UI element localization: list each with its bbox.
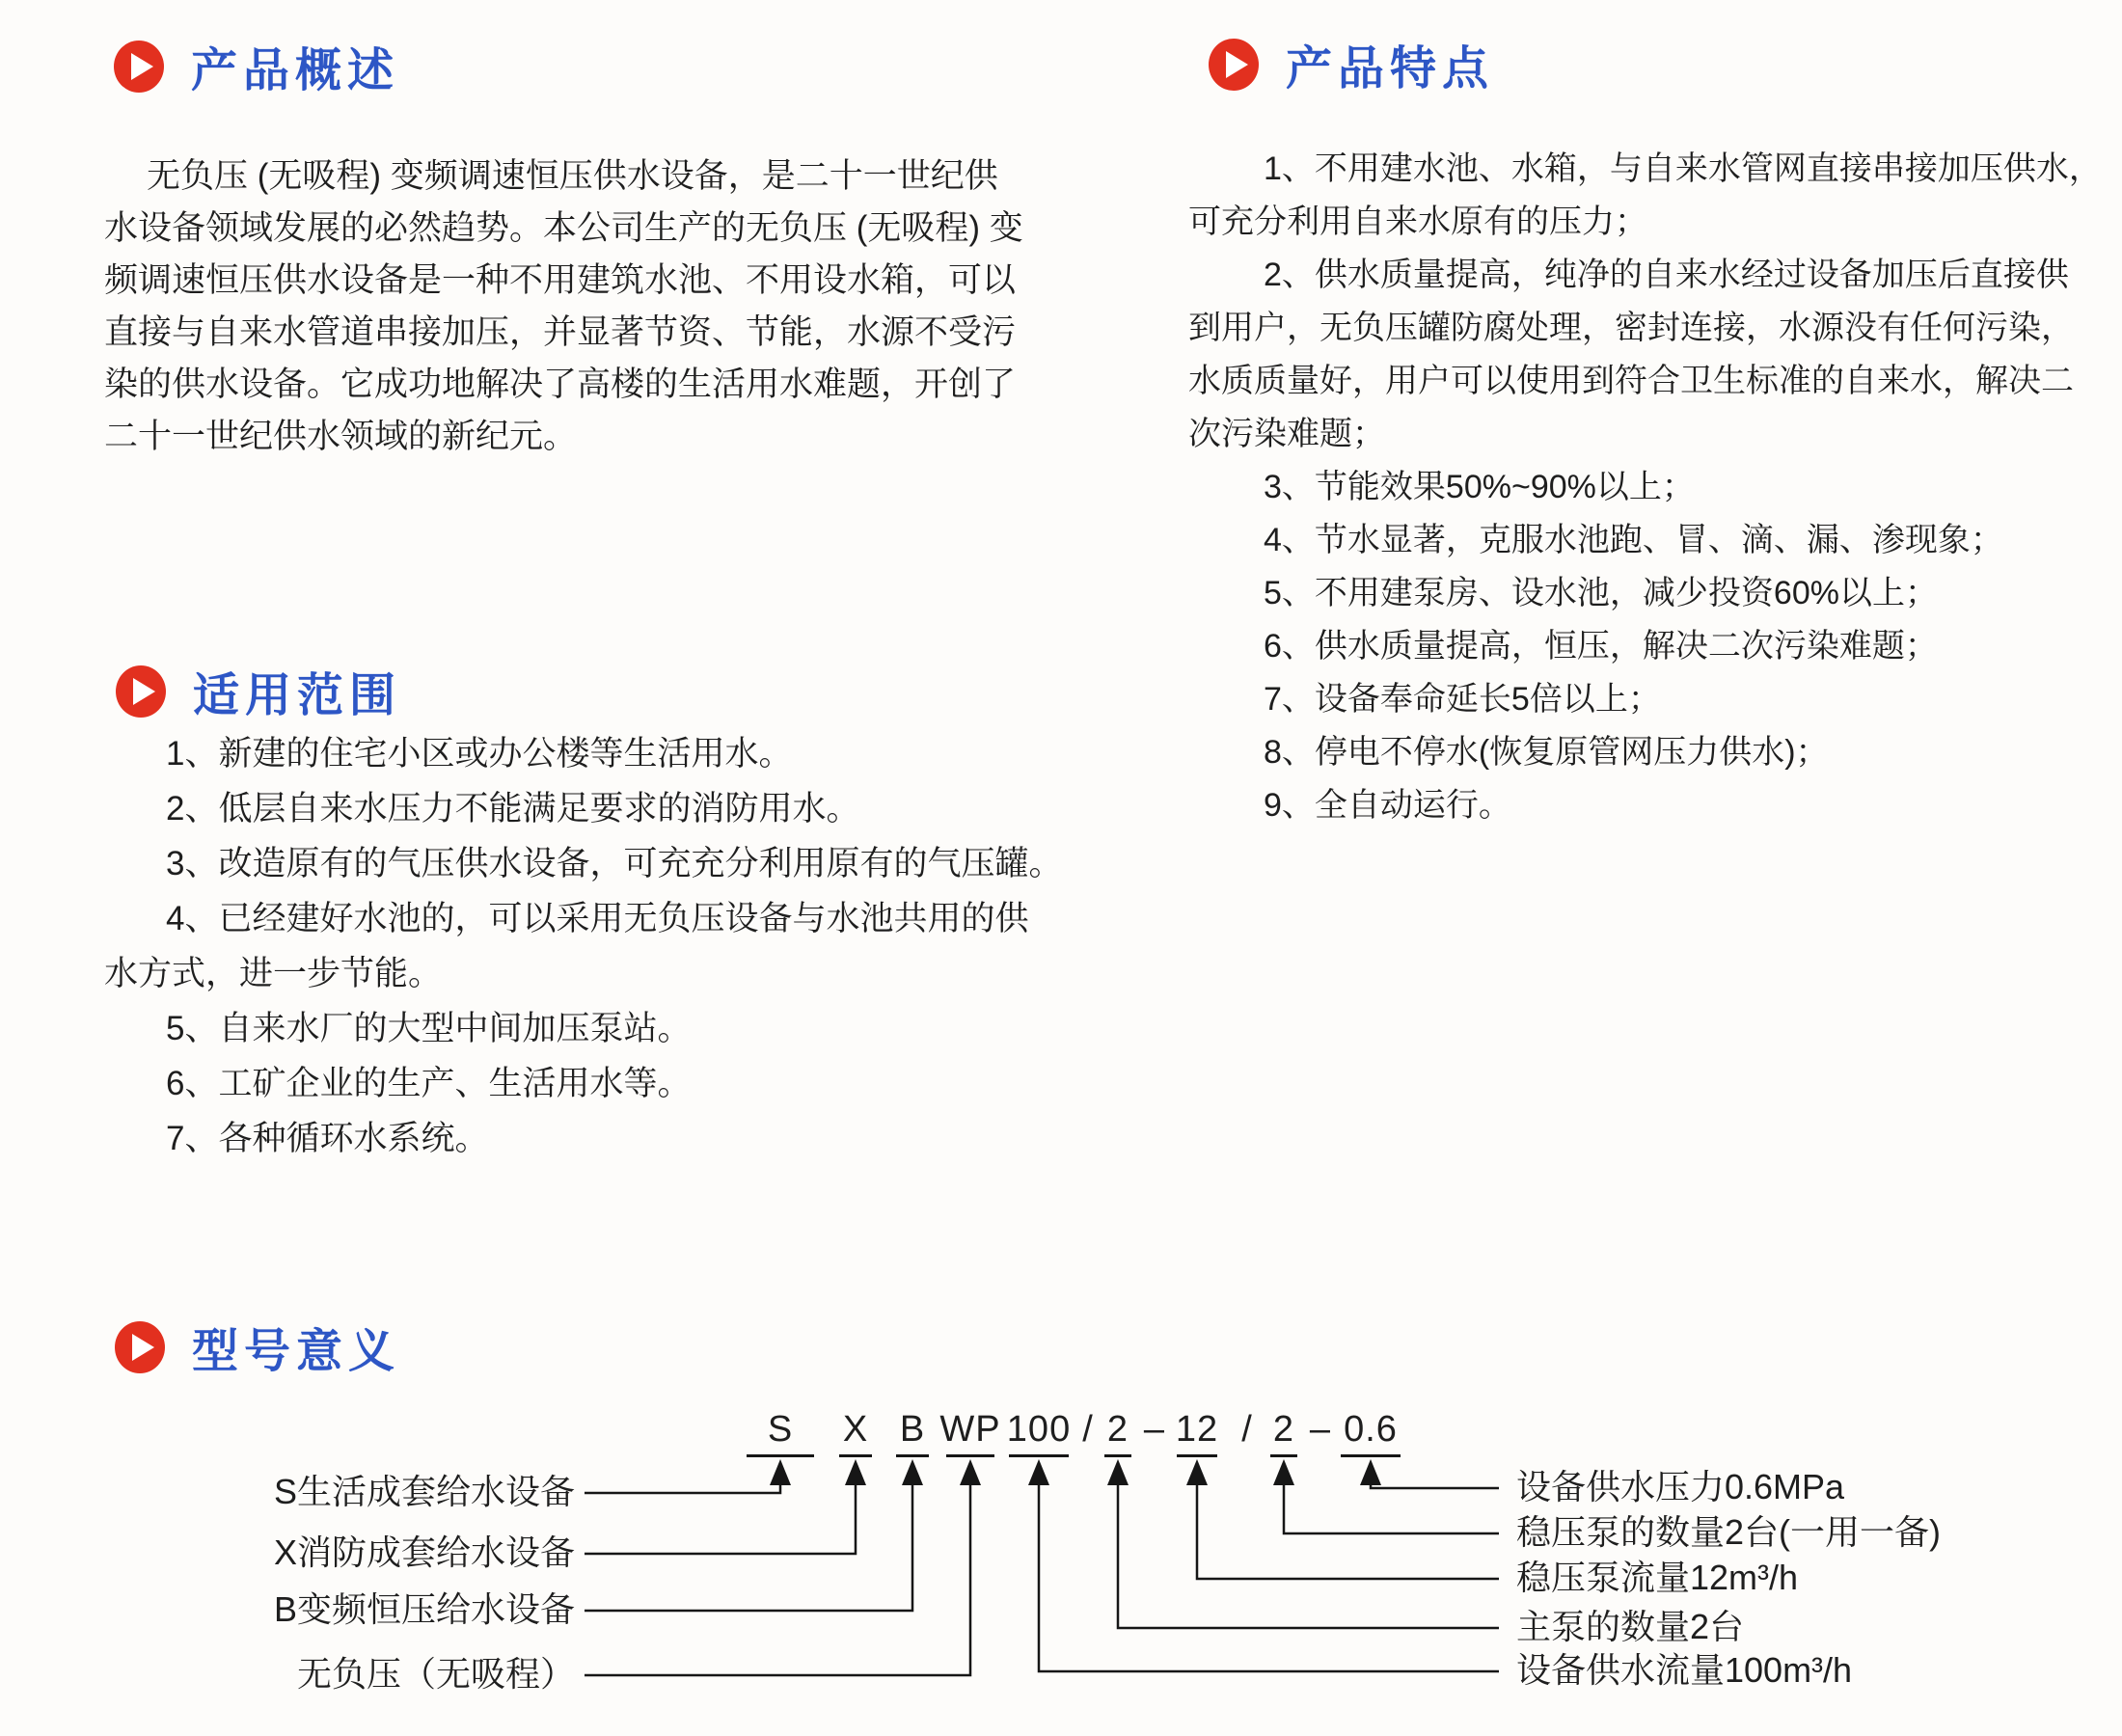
text-line: 1、新建的住宅小区或办公楼等生活用水。 [166,735,793,773]
model-code-token: 100 [1006,1409,1072,1450]
play-icon [115,1321,165,1373]
model-code-token: 2 [1106,1409,1129,1450]
token-underline [1009,1454,1069,1457]
model-label-right: 设备供水压力0.6MPa [1516,1467,1845,1506]
play-icon [1209,39,1259,91]
connector-arrow [1186,1459,1208,1485]
text-line: 9、全自动运行。 [1264,787,1511,824]
connector-line [585,1483,780,1493]
text-line: 6、供水质量提高，恒压，解决二次污染难题； [1264,628,1938,665]
model-label-right: 稳压泵的数量2台(一用一备) [1516,1512,1941,1552]
section-title-features: 产品特点 [1286,43,1495,95]
model-code-token: 12 [1175,1409,1219,1450]
text-line: 3、节能效果50%~90%以上； [1264,469,1695,505]
section-header-model [115,1314,400,1380]
text-line: 5、不用建泵房、设水池，减少投资60%以上； [1264,575,1938,611]
section-title-scope: 适用范围 [193,670,402,721]
connector-line [585,1483,856,1554]
text-line: 次污染难题； [1188,416,1385,452]
text-line: 3、改造原有的气压供水设备，可充充分利用原有的气压罐。 [166,845,1063,882]
connector-arrow [770,1459,791,1485]
connector-arrow [845,1459,866,1485]
model-label-right: 主泵的数量2台 [1516,1607,1745,1646]
model-label-left: X消防成套给水设备 [273,1533,575,1572]
model-code-token: 2 [1272,1409,1295,1450]
triangle-icon [133,678,155,705]
text-line: 到用户，无负压罐防腐处理，密封连接，水源没有任何污染， [1188,310,2074,346]
text-line: 6、工矿企业的生产、生活用水等。 [166,1065,692,1102]
connector-line [1039,1483,1499,1671]
connector-arrow [1273,1459,1294,1485]
connector-line [1371,1483,1499,1488]
model-label-right: 稳压泵流量12m³/h [1516,1558,1799,1597]
connector-line [585,1483,912,1611]
model-code-token: / [1241,1409,1253,1450]
play-icon [114,41,164,93]
text-line: 1、不用建水池、水箱，与自来水管网直接串接加压供水， [1264,150,2102,187]
section-header-overview [114,33,399,99]
play-icon [116,665,166,718]
model-code-token: – [1143,1409,1166,1450]
text-line: 7、设备奉命延长5倍以上； [1264,681,1661,718]
token-underline [839,1454,872,1457]
text-line: 5、自来水厂的大型中间加压泵站。 [166,1010,692,1047]
text-line: 2、低层自来水压力不能满足要求的消防用水。 [166,790,860,827]
connector-arrow [1107,1459,1129,1485]
connector-line [1197,1483,1499,1579]
token-underline [1104,1454,1131,1457]
scope-list [104,726,1062,1166]
model-code-token: – [1309,1409,1332,1450]
text-line: 直接与自来水管道串接加压，并显著节资、节能，水源不受污 [104,313,1017,351]
token-underline [1177,1454,1217,1457]
section-title-model: 型号意义 [192,1326,401,1377]
connector-line [585,1483,970,1675]
token-underline [747,1454,814,1457]
model-code-token: X [842,1409,869,1450]
text-line: 水设备领域发展的必然趋势。本公司生产的无负压 (无吸程) 变 [104,209,1023,247]
token-underline [946,1454,994,1457]
model-label-right: 设备供水流量100m³/h [1516,1650,1853,1690]
token-underline [1341,1454,1401,1457]
section-header-scope [116,658,401,724]
model-label-left: B变频恒压给水设备 [273,1589,575,1629]
model-code-token: WP [939,1409,1001,1450]
triangle-icon [132,1334,154,1361]
text-line: 频调速恒压供水设备是一种不用建筑水池、不用设水箱，可以 [104,261,1017,299]
model-code-token: / [1082,1409,1094,1450]
connector-line [1118,1483,1499,1628]
text-line: 无负压 (无吸程) 变频调速恒压供水设备，是二十一世纪供 [147,157,998,195]
model-code-token: B [899,1409,926,1450]
text-line: 4、节水显著，克服水池跑、冒、滴、漏、渗现象； [1264,522,2003,558]
text-line: 染的供水设备。它成功地解决了高楼的生活用水难题，开创了 [104,366,1017,403]
model-label-left: S生活成套给水设备 [273,1472,575,1511]
text-line: 4、已经建好水池的，可以采用无负压设备与水池共用的供 [166,900,1029,937]
features-list [1188,143,2102,832]
connector-arrow [902,1459,923,1485]
text-line: 8、停电不停水(恢复原管网压力供水)； [1264,734,1829,771]
connector-arrow [1360,1459,1381,1485]
text-line: 水质质量好，用户可以使用到符合卫生标准的自来水，解决二 [1188,363,2074,399]
model-code-token: S [767,1409,794,1450]
text-line: 2、供水质量提高，纯净的自来水经过设备加压后直接供 [1264,257,2069,293]
connector-line [1284,1483,1499,1533]
model-label-left: 无负压（无吸程） [296,1654,575,1694]
text-line: 可充分利用自来水原有的压力； [1188,203,1647,240]
triangle-icon [1226,51,1248,78]
connector-arrow [960,1459,981,1485]
text-line: 水方式，进一步节能。 [104,955,443,992]
text-line: 7、各种循环水系统。 [166,1120,489,1157]
token-underline [1270,1454,1297,1457]
text-line: 二十一世纪供水领域的新纪元。 [104,418,578,455]
model-code-token: 0.6 [1344,1409,1398,1450]
section-title-overview: 产品概述 [191,45,400,96]
token-underline [896,1454,929,1457]
section-header-features [1209,31,1494,97]
connector-arrow [1028,1459,1049,1485]
overview-paragraph [104,150,1023,463]
triangle-icon [131,53,153,80]
